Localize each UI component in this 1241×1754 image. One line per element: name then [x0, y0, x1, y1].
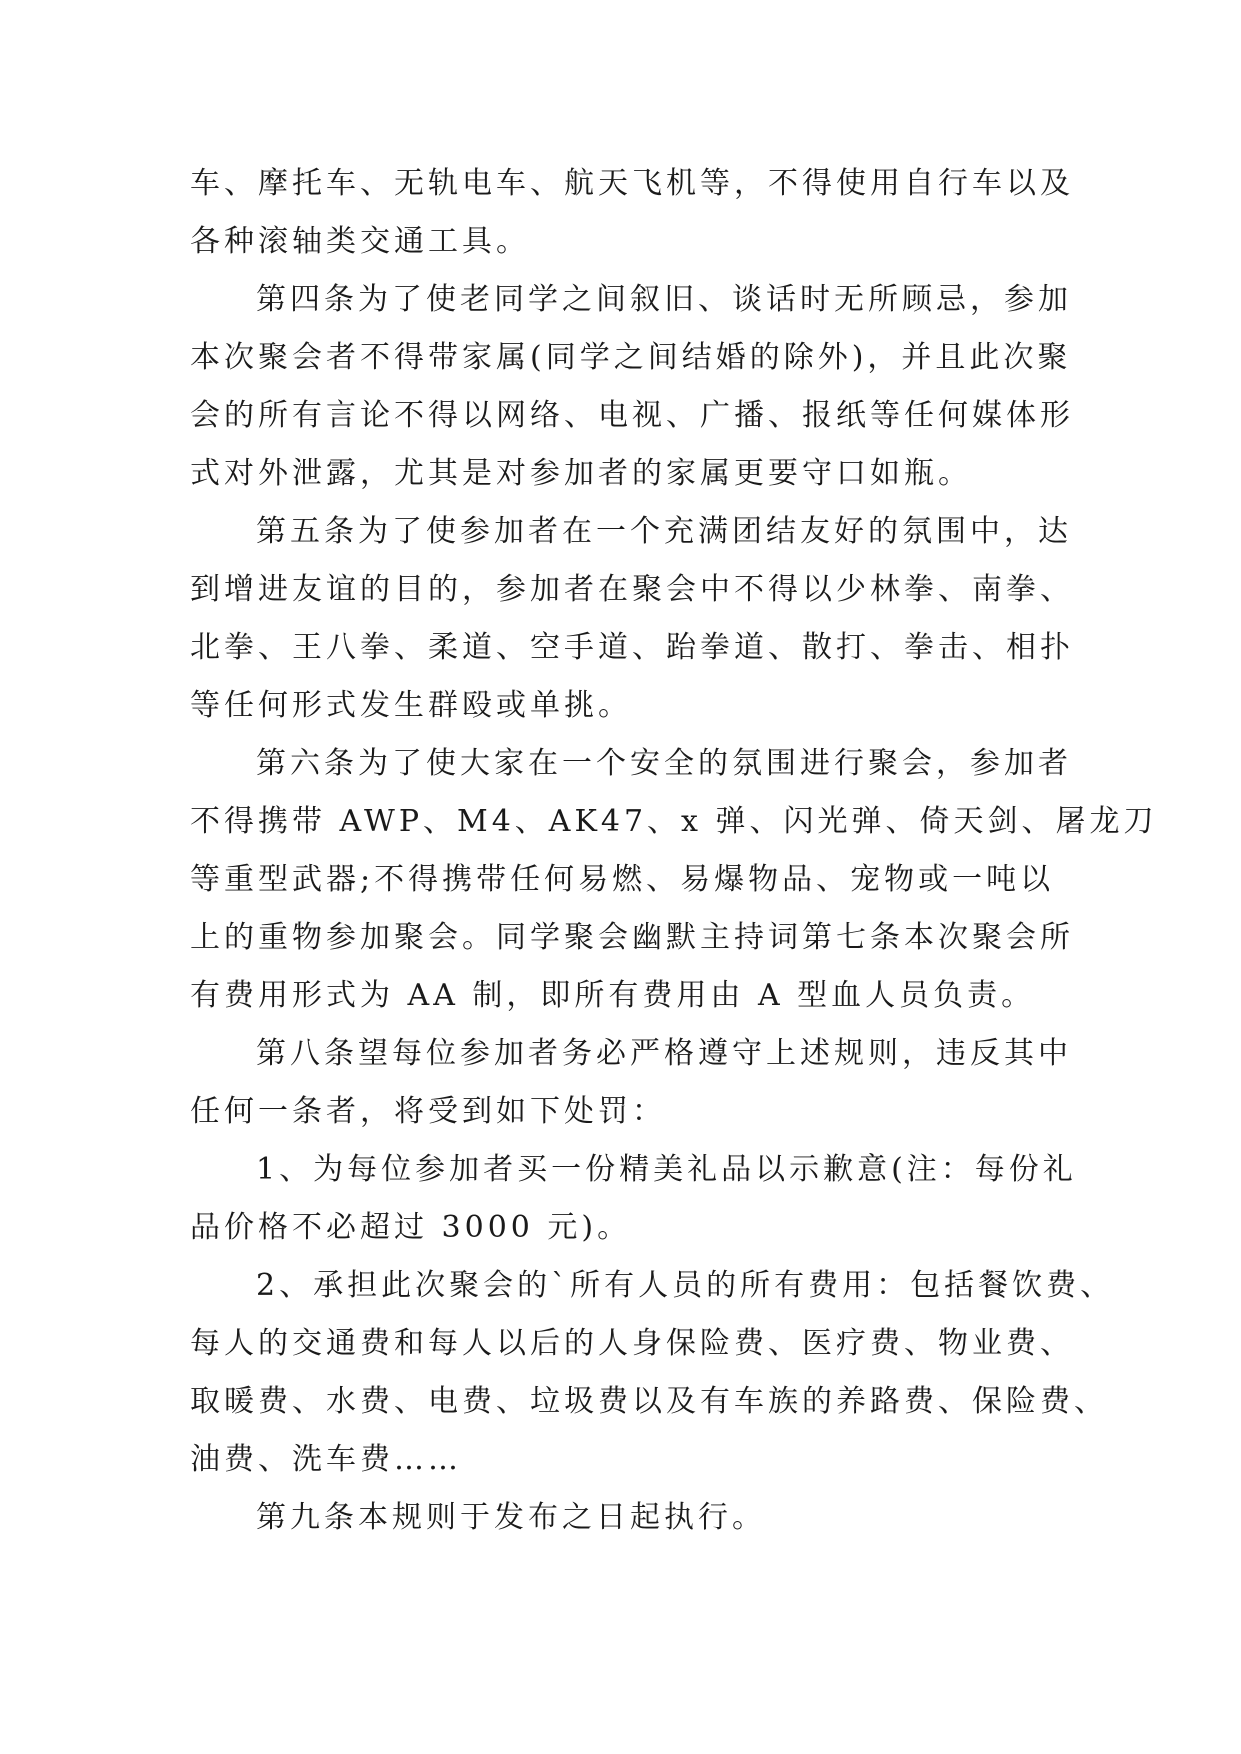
text-line: 第八条望每位参加者务必严格遵守上述规则，违反其中	[256, 1036, 1072, 1071]
text-line: 有费用形式为 AA 制，即所有费用由 A 型血人员负责。	[190, 978, 1036, 1013]
paragraph-article-4	[190, 271, 1074, 503]
text-line: 各种滚轴类交通工具。	[190, 224, 530, 259]
text-line: 任何一条者，将受到如下处罚：	[190, 1094, 666, 1129]
text-line: 上的重物参加聚会。同学聚会幽默主持词第七条本次聚会所	[190, 920, 1074, 955]
text-line: 第四条为了使老同学之间叙旧、谈话时无所顾忌，参加	[256, 282, 1072, 317]
text-line: 第五条为了使参加者在一个充满团结友好的氛围中，达	[256, 514, 1072, 549]
text-line: 品价格不必超过 3000 元)。	[190, 1210, 632, 1245]
text-line: 第九条本规则于发布之日起执行。	[256, 1500, 766, 1535]
text-line: 等重型武器;不得携带任何易燃、易爆物品、宠物或一吨以	[190, 862, 1055, 897]
paragraph-article-9	[190, 1489, 1070, 1547]
paragraph-penalty-2	[190, 1257, 1115, 1489]
text-line: 第六条为了使大家在一个安全的氛围进行聚会，参加者	[256, 746, 1072, 781]
text-line: 油费、洗车费……	[190, 1442, 462, 1477]
text-line: 不得携带 AWP、M4、AK47、x 弹、闪光弹、倚天剑、屠龙刀	[190, 804, 1158, 839]
text-line: 1、为每位参加者买一份精美礼品以示歉意(注：每份礼	[256, 1152, 1077, 1187]
paragraph-article-6	[190, 735, 1158, 1025]
text-line: 会的所有言论不得以网络、电视、广播、报纸等任何媒体形	[190, 398, 1074, 433]
text-line: 式对外泄露，尤其是对参加者的家属更要守口如瓶。	[190, 456, 972, 491]
document-body	[190, 155, 1158, 1547]
text-line: 北拳、王八拳、柔道、空手道、跆拳道、散打、拳击、相扑	[190, 630, 1074, 665]
text-line: 2、承担此次聚会的`所有人员的所有费用：包括餐饮费、	[256, 1268, 1115, 1303]
paragraph-vehicle-rule-continued	[190, 155, 1074, 271]
text-line: 本次聚会者不得带家属(同学之间结婚的除外)，并且此次聚	[190, 340, 1072, 375]
text-line: 车、摩托车、无轨电车、航天飞机等，不得使用自行车以及	[190, 166, 1074, 201]
text-line: 等任何形式发生群殴或单挑。	[190, 688, 632, 723]
text-line: 到增进友谊的目的，参加者在聚会中不得以少林拳、南拳、	[190, 572, 1074, 607]
text-line: 取暖费、水费、电费、垃圾费以及有车族的养路费、保险费、	[190, 1384, 1108, 1419]
paragraph-article-5	[190, 503, 1074, 735]
paragraph-article-8	[190, 1025, 1070, 1141]
text-line: 每人的交通费和每人以后的人身保险费、医疗费、物业费、	[190, 1326, 1074, 1361]
paragraph-penalty-1	[190, 1141, 1077, 1257]
